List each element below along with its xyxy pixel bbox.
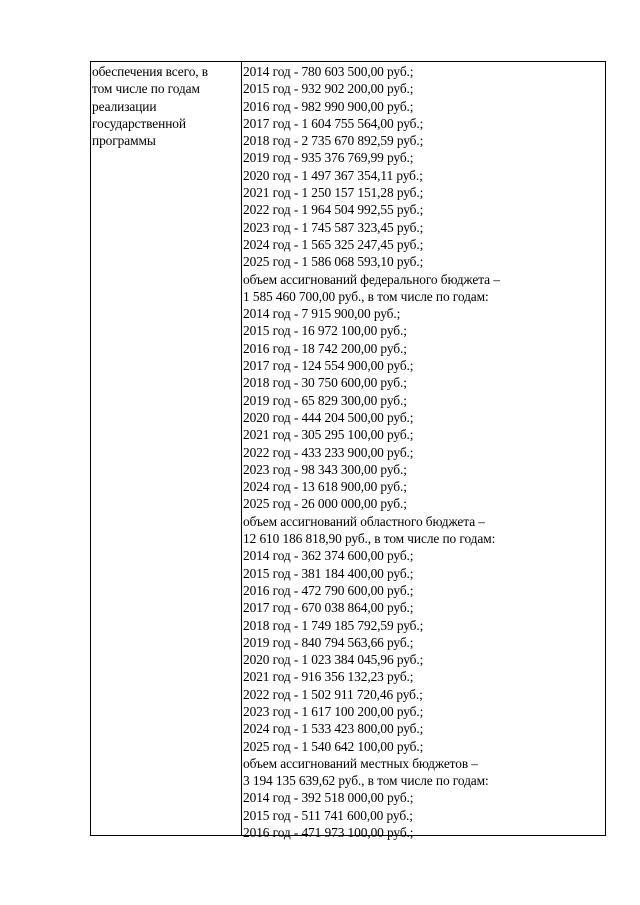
- funding-line: 2018 год - 2 735 670 892,59 руб.;: [243, 133, 424, 149]
- funding-line: объем ассигнований областного бюджета –: [243, 513, 485, 529]
- funding-line: 2021 год - 916 356 132,23 руб.;: [243, 669, 414, 685]
- funding-line: 2025 год - 26 000 000,00 руб.;: [243, 496, 407, 512]
- funding-line: 2025 год - 1 540 642 100,00 руб.;: [243, 738, 424, 754]
- funding-line: 2021 год - 305 295 100,00 руб.;: [243, 427, 414, 443]
- funding-line: объем ассигнований федерального бюджета –: [243, 271, 500, 287]
- funding-line: 2019 год - 65 829 300,00 руб.;: [243, 392, 407, 408]
- row-label-line: реализации: [92, 98, 157, 114]
- funding-line: 2024 год - 1 565 325 247,45 руб.;: [243, 236, 424, 252]
- column-divider: [241, 62, 242, 835]
- funding-line: 2014 год - 362 374 600,00 руб.;: [243, 548, 414, 564]
- funding-line: 2019 год - 935 376 769,99 руб.;: [243, 150, 414, 166]
- funding-line: 2021 год - 1 250 157 151,28 руб.;: [243, 185, 424, 201]
- funding-line: 2023 год - 98 343 300,00 руб.;: [243, 461, 407, 477]
- row-label-line: обеспечения всего, в: [92, 64, 209, 79]
- funding-line: 2016 год - 471 973 100,00 руб.;: [243, 825, 414, 841]
- funding-line: 2016 год - 982 990 900,00 руб.;: [243, 98, 414, 114]
- funding-line: 3 194 135 639,62 руб., в том числе по годам:: [243, 773, 489, 789]
- funding-line: 2015 год - 381 184 400,00 руб.;: [243, 565, 414, 581]
- funding-line: 2015 год - 932 902 200,00 руб.;: [243, 81, 414, 97]
- funding-line: 2024 год - 13 618 900,00 руб.;: [243, 479, 407, 495]
- funding-line: 2016 год - 472 790 600,00 руб.;: [243, 582, 414, 598]
- funding-line: 2020 год - 1 023 384 045,96 руб.;: [243, 652, 424, 668]
- funding-line: 2014 год - 780 603 500,00 руб.;: [243, 64, 414, 79]
- funding-line: 2024 год - 1 533 423 800,00 руб.;: [243, 721, 424, 737]
- funding-line: 2023 год - 1 745 587 323,45 руб.;: [243, 219, 424, 235]
- funding-table: [90, 61, 606, 841]
- funding-line: 2022 год - 433 233 900,00 руб.;: [243, 444, 414, 460]
- funding-line: 2020 год - 1 497 367 354,11 руб.;: [243, 167, 423, 183]
- row-label-line: программы: [92, 133, 156, 149]
- row-label-cell: [92, 63, 238, 149]
- funding-values-cell: [243, 63, 603, 841]
- funding-line: 2017 год - 670 038 864,00 руб.;: [243, 600, 414, 616]
- funding-line: 2018 год - 30 750 600,00 руб.;: [243, 375, 407, 391]
- funding-line: 2017 год - 1 604 755 564,00 руб.;: [243, 115, 424, 131]
- funding-line: 12 610 186 818,90 руб., в том числе по годам:: [243, 531, 496, 547]
- funding-line: 2015 год - 16 972 100,00 руб.;: [243, 323, 407, 339]
- funding-line: 2025 год - 1 586 068 593,10 руб.;: [243, 254, 424, 270]
- row-label-line: том числе по годам: [92, 81, 200, 97]
- funding-line: 2014 год - 7 915 900,00 руб.;: [243, 306, 401, 322]
- funding-line: 2015 год - 511 741 600,00 руб.;: [243, 807, 413, 823]
- funding-line: 2023 год - 1 617 100 200,00 руб.;: [243, 703, 424, 719]
- funding-line: 2014 год - 392 518 000,00 руб.;: [243, 790, 414, 806]
- funding-line: 2022 год - 1 502 911 720,46 руб.;: [243, 686, 423, 702]
- funding-line: 2019 год - 840 794 563,66 руб.;: [243, 634, 414, 650]
- funding-line: объем ассигнований местных бюджетов –: [243, 755, 478, 771]
- funding-line: 2022 год - 1 964 504 992,55 руб.;: [243, 202, 424, 218]
- funding-line: 2017 год - 124 554 900,00 руб.;: [243, 358, 414, 374]
- funding-line: 2016 год - 18 742 200,00 руб.;: [243, 340, 407, 356]
- funding-line: 2018 год - 1 749 185 792,59 руб.;: [243, 617, 424, 633]
- funding-line: 2020 год - 444 204 500,00 руб.;: [243, 409, 414, 425]
- funding-line: 1 585 460 700,00 руб., в том числе по годам:: [243, 288, 489, 304]
- row-label-line: государственной: [92, 115, 186, 131]
